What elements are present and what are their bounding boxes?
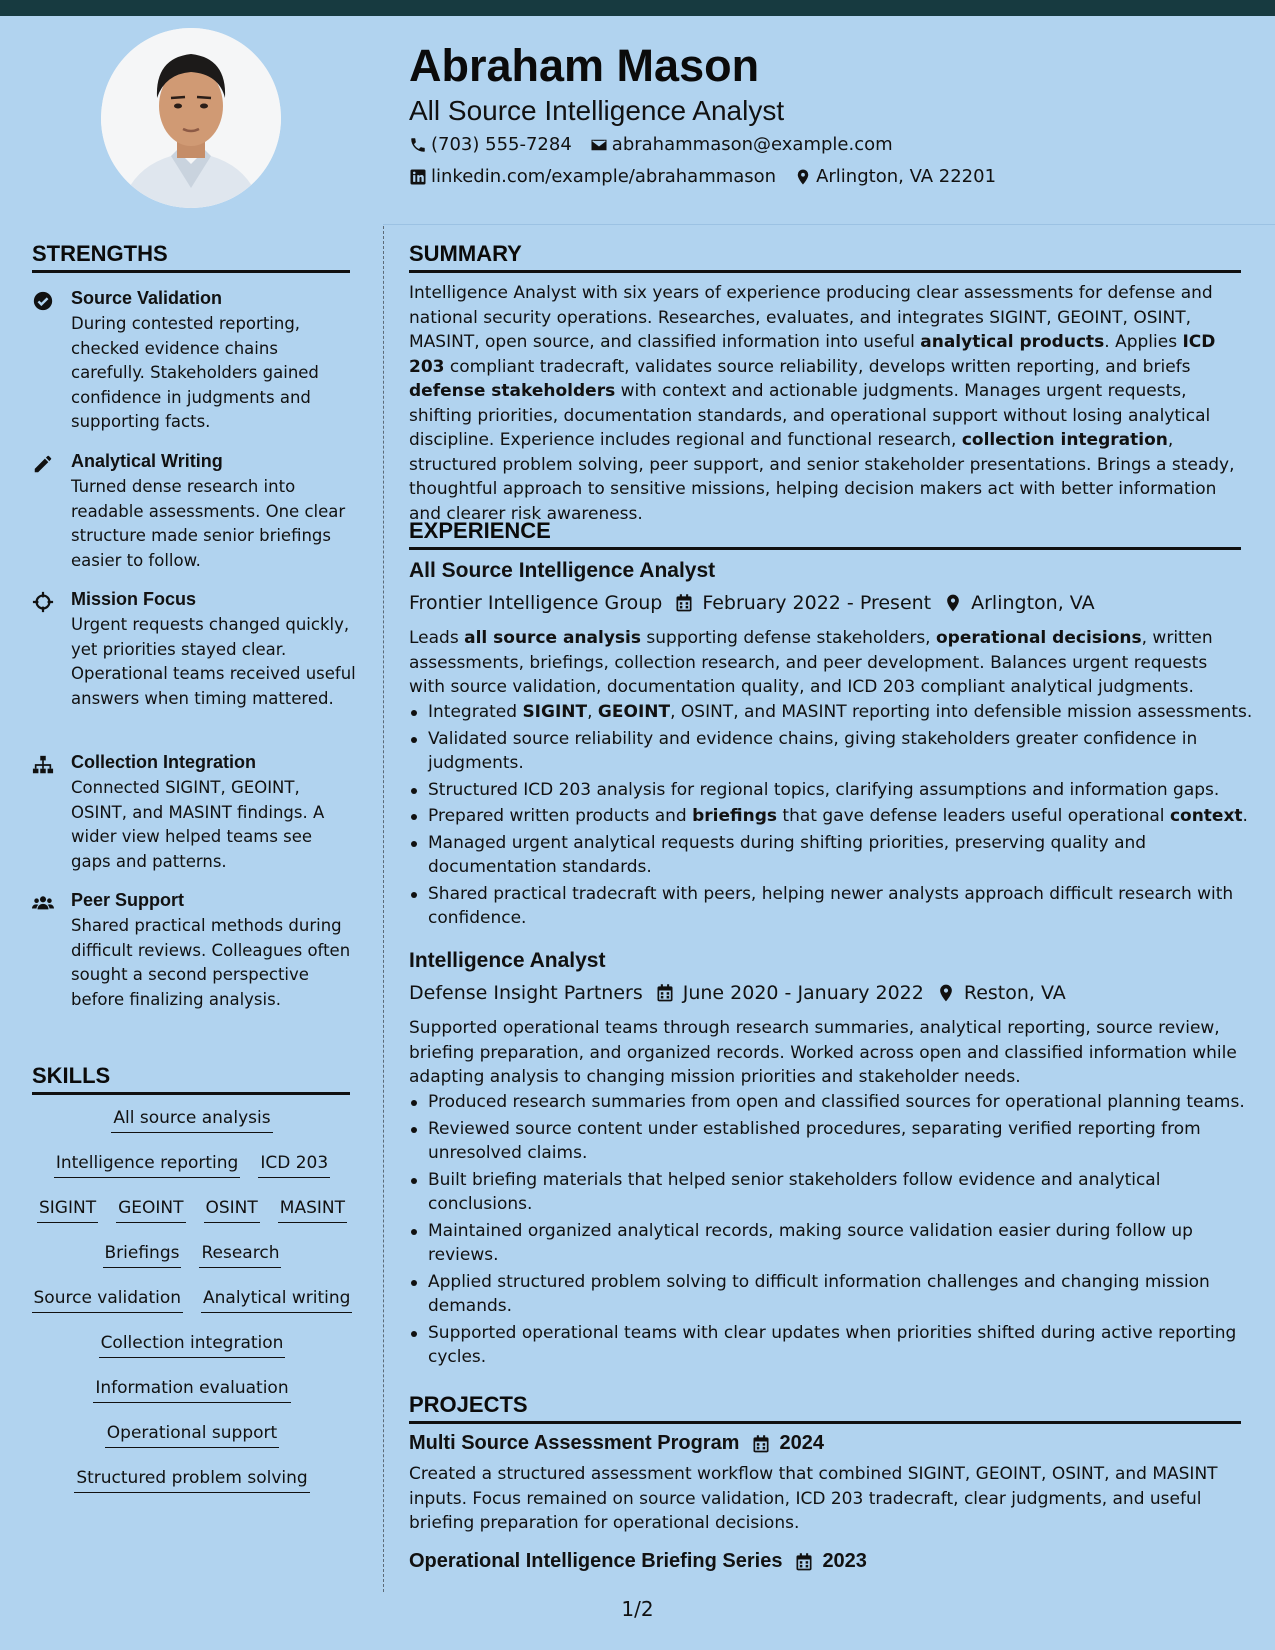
skill-row (32, 1241, 352, 1286)
intro-part: , written assessments, briefings, collection research, and peer development. Balances urgent requests with source validation, documentation quality, and ICD 203 compliant analytical judgments. (409, 628, 1213, 697)
skill-row (32, 1286, 352, 1331)
page-number: 1/2 (621, 1597, 654, 1621)
map-marker-icon (936, 983, 956, 1003)
candidate-title: All Source Intelligence Analyst (409, 95, 785, 126)
header-divider (383, 224, 1275, 225)
strength-desc: Urgent requests changed quickly, yet priorities stayed clear. Operational teams received useful answers when timing mattered. (71, 615, 356, 708)
bullet-item: Built briefing materials that helped senior stakeholders follow evidence and analytical conclusions. (428, 1168, 1260, 1217)
bullet-part: . (1242, 806, 1248, 826)
bullet-part: Prepared written products and (428, 806, 693, 826)
calendar-icon (794, 1552, 814, 1572)
crosshairs-icon (32, 591, 54, 613)
job-location: Arlington, VA (971, 592, 1095, 614)
calendar-icon (674, 593, 694, 613)
bullet-item: Reviewed source content under established procedures, separating verified reporting from unresolved claims. (428, 1117, 1260, 1166)
bullet-item (428, 804, 1260, 829)
bullet-item (428, 778, 1260, 803)
skill-tag: OSINT (204, 1196, 260, 1223)
skill-tag: Intelligence reporting (54, 1151, 241, 1178)
bullet-part: Shared practical tradecraft with peers, helping newer analysts approach difficult research with confidence. (428, 883, 1234, 928)
bullet-part: Integrated (428, 702, 523, 722)
bullet-part: , (587, 702, 598, 722)
skill-row (32, 1466, 352, 1511)
bullet-bold: SIGINT (522, 702, 588, 722)
map-marker-icon (794, 168, 812, 186)
bullet-item (428, 727, 1260, 776)
users-icon (32, 892, 54, 914)
linkedin-icon (409, 168, 427, 186)
summary-bold: analytical products (920, 332, 1105, 352)
job-location: Reston, VA (963, 982, 1066, 1004)
intro-text: Supported operational teams through research summaries, analytical reporting, source review, briefing preparation, and organized records. Worked across open and classified information while adapting analysis to changing mission priorities and stakeholder needs. (409, 1018, 1237, 1087)
location-text: Arlington, VA 22201 (816, 166, 997, 187)
skill-tag: ICD 203 (258, 1151, 330, 1178)
bullet-item: Produced research summaries from open and classified sources for operational planning teams. (428, 1090, 1260, 1115)
skill-tag: MASINT (278, 1196, 347, 1223)
project-title (409, 1550, 867, 1573)
intro-part: supporting defense stakeholders, (640, 628, 936, 648)
skill-tag: Source validation (32, 1286, 184, 1313)
bullet-bold: GEOINT (597, 702, 671, 722)
top-bar (0, 0, 1275, 16)
job-meta (409, 592, 1095, 614)
map-marker-icon (943, 593, 963, 613)
bullet-item: Applied structured problem solving to difficult information challenges and changing mission demands. (428, 1270, 1260, 1319)
candidate-name: Abraham Mason (409, 40, 760, 91)
skill-tag: All source analysis (111, 1106, 272, 1133)
strength-desc: Shared practical methods during difficult reviews. Colleagues often sought a second perspective before finalizing analysis. (71, 916, 351, 1009)
strength-name: Source Validation (71, 288, 223, 308)
contact-row-2 (409, 166, 1014, 187)
contact-row-1 (409, 134, 911, 155)
summary-bold: defense stakeholders (409, 381, 616, 401)
skill-tag: Information evaluation (93, 1376, 290, 1403)
bullet-part: Managed urgent analytical requests during shifting priorities, preserving quality and documentation standards. (428, 832, 1147, 877)
skill-row (32, 1376, 352, 1421)
project-title (409, 1432, 824, 1455)
project-name: Operational Intelligence Briefing Series (409, 1550, 783, 1572)
project-name: Multi Source Assessment Program (409, 1432, 740, 1454)
strengths-heading: STRENGTHS (32, 241, 350, 273)
summary-part: Intelligence Analyst with six years of experience producing clear assessments for defense and national security operations. Researches, evaluates, and integrates SIGINT, GEOINT, OSINT, MASINT, open source, and classified information into useful (409, 283, 1213, 352)
summary-part: compliant tradecraft, validates source reliability, develops written reporting, and briefs (444, 356, 1191, 377)
contact-linkedin (409, 166, 776, 187)
summary-part: . Applies (1104, 332, 1183, 352)
bullet-item (428, 831, 1260, 880)
summary-part: , structured problem solving, peer support, and senior stakeholder presentations. Brings a steady, thoughtful approach to sensitive missions, helping decision makers act with better information and clearer risk awareness. (409, 430, 1235, 524)
skill-tag: Structured problem solving (74, 1466, 309, 1493)
skill-tag: Briefings (103, 1241, 182, 1268)
skill-row (32, 1151, 352, 1196)
job-meta (409, 982, 1066, 1004)
strength-name: Collection Integration (71, 752, 257, 772)
bullet-item: Supported operational teams with clear updates when priorities shifted during active reporting cycles. (428, 1321, 1260, 1370)
bullet-item (428, 700, 1260, 725)
profile-photo (101, 28, 281, 208)
job-dates: February 2022 - Present (702, 592, 932, 614)
bullet-part: , OSINT, and MASINT reporting into defensible mission assessments. (670, 702, 1253, 722)
bullet-bold: briefings (692, 806, 778, 826)
skill-tag: Research (199, 1241, 281, 1268)
summary-text (409, 281, 1241, 526)
summary-bold: collection integration (961, 430, 1168, 450)
strength-name: Analytical Writing (71, 451, 223, 471)
job-company: Frontier Intelligence Group (409, 592, 663, 614)
strength-desc: Connected SIGINT, GEOINT, OSINT, and MASINT findings. A wider view helped teams see gaps and patterns. (71, 778, 325, 871)
linkedin-url[interactable]: linkedin.com/example/abrahammason (431, 166, 777, 187)
bullet-item (428, 882, 1260, 931)
job-role: Intelligence Analyst (409, 949, 606, 972)
envelope-icon (590, 136, 608, 154)
column-divider (383, 226, 384, 1592)
phone-number[interactable]: (703) 555-7284 (431, 134, 572, 155)
summary-heading: SUMMARY (409, 241, 1241, 273)
strength-name: Mission Focus (71, 589, 197, 609)
intro-bold: all source analysis (464, 628, 641, 648)
project-desc: Created a structured assessment workflow that combined SIGINT, GEOINT, OSINT, and MASINT inputs. Focus remained on source validation, ICD 203 tradecraft, clear judgments, and useful briefing preparation for operational decisions. (409, 1464, 1218, 1533)
bullet-part: that gave defense leaders useful operational (777, 806, 1170, 826)
skill-row (32, 1196, 352, 1241)
bullet-item: Maintained organized analytical records, making source validation easier during follow up reviews. (428, 1219, 1260, 1268)
skill-tag: SIGINT (37, 1196, 98, 1223)
strength-desc: During contested reporting, checked evidence chains carefully. Stakeholders gained confidence in judgments and supporting facts. (71, 314, 319, 431)
strength-desc: Turned dense research into readable assessments. One clear structure made senior briefings easier to follow. (71, 477, 346, 570)
intro-part: Leads (409, 628, 465, 648)
job-role: All Source Intelligence Analyst (409, 559, 716, 582)
summary-bold: ICD 203 (409, 332, 1216, 377)
projects-heading: PROJECTS (409, 1392, 1241, 1424)
skills-heading: SKILLS (32, 1063, 350, 1095)
phone-icon (409, 136, 427, 154)
contact-phone (409, 134, 572, 155)
job-intro (409, 1016, 1241, 1090)
job-bullets (409, 1090, 1260, 1372)
strength-name: Peer Support (71, 890, 185, 910)
project-desc-block (409, 1462, 1241, 1536)
intro-bold: operational decisions (935, 628, 1142, 648)
job-dates: June 2020 - January 2022 (682, 982, 924, 1004)
project-year: 2023 (822, 1550, 867, 1572)
contact-email (590, 134, 893, 155)
skill-tag: Analytical writing (201, 1286, 352, 1313)
check-circle-icon (32, 290, 54, 312)
summary-part: with context and actionable judgments. Manages urgent requests, shifting priorities, documentation standards, and operational support without losing analytical discipline. Experience includes regional and functional research, (409, 381, 1211, 450)
bullet-bold: context (1169, 806, 1243, 826)
skills-list (32, 1106, 352, 1511)
skill-row (32, 1106, 352, 1151)
project-year: 2024 (779, 1432, 824, 1454)
bullet-part: Validated source reliability and evidence chains, giving stakeholders greater confidence in judgments. (428, 728, 1198, 773)
email-address[interactable]: abrahammason@example.com (611, 134, 893, 155)
job-bullets (409, 700, 1260, 933)
skill-tag: Collection integration (99, 1331, 286, 1358)
job-intro (409, 626, 1241, 700)
calendar-icon (751, 1434, 771, 1454)
contact-location (794, 166, 996, 187)
job-company: Defense Insight Partners (409, 982, 643, 1004)
bullet-part: Structured ICD 203 analysis for regional topics, clarifying assumptions and information gaps. (428, 779, 1220, 800)
skill-row (32, 1421, 352, 1466)
experience-heading: EXPERIENCE (409, 518, 1241, 550)
skill-tag: GEOINT (116, 1196, 185, 1223)
skill-row (32, 1331, 352, 1376)
calendar-icon (655, 983, 675, 1003)
sitemap-icon (32, 754, 54, 776)
pencil-icon (32, 453, 54, 475)
skill-tag: Operational support (105, 1421, 279, 1448)
